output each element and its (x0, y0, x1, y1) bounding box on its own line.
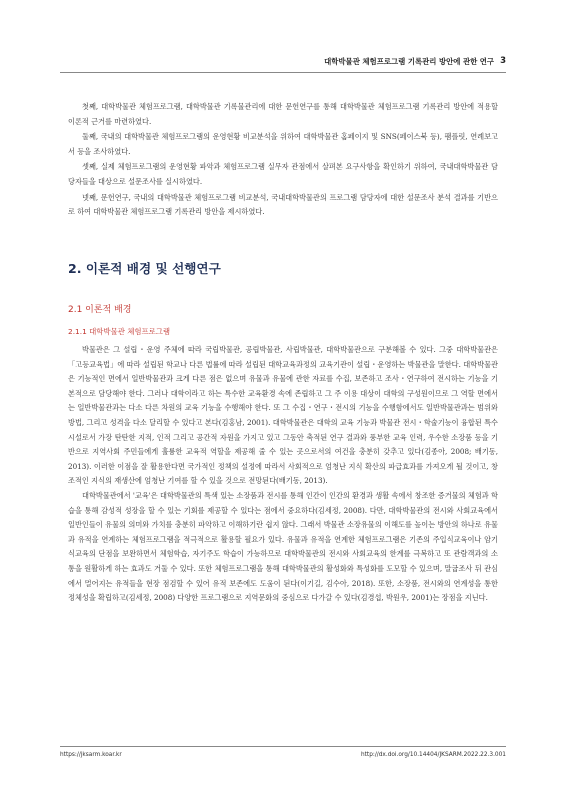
page-footer (60, 752, 506, 758)
header-rule (60, 72, 506, 73)
intro-list (68, 100, 498, 221)
subsubsection-heading: 2.1.1 대학박물관 체험프로그램 (68, 327, 171, 336)
intro-paragraph-3: 셋째, 실제 체험프로그램의 운영현황 파악과 체험프로그램 실무자 관점에서 살펴본 요구사항을 확인하기 위하여, 국내대학박물관 담당자들을 대상으로 설문조사를 실시하였다. (68, 162, 498, 186)
section-body (68, 343, 498, 606)
doi-link[interactable]: http://dx.doi.org/10.14404/JKSARM.2022.22.3.001 (360, 752, 506, 758)
intro-paragraph-2: 둘째, 국내의 대학박물관 체험프로그램의 운영현황 비교분석을 위하여 대학박물관 홈페이지 및 SNS(페이스북 등), 팸플릿, 연례보고서 등을 조사하였다. (68, 132, 498, 156)
journal-url-link[interactable]: https://jksarm.koar.kr (60, 752, 122, 758)
page-number: 3 (500, 56, 506, 66)
body-paragraph-2: 대학박물관에서 '교육'은 대학박물관의 특색 있는 소장품과 전시를 통해 인간이 인간의 환경과 생활 속에서 창조한 증거물의 체험과 학습을 통해 감성적 성장을 할 수 있는 기회를 제공할 수 있다는 점에서 중요하다(김세정, 2008). 다만, 대학박물관의 전시와 사회교육에서 일반인들이 유물의 의미와 가치를 충분히 파악하고 이해하기란 쉽지 않다. 그래서 박물관 소장유물의 이해도를 높이는 방안의 하나로 유물과 유적을 연계하는 체험프로그램을 적극적으로 활용할 필요가 있다. 유물과 유적을 연계한 체험프로그램은 기존의 주입식교육이나 암기식교육의 단점을 보완하면서 체험학습, 자기주도 학습이 가능하므로 대학박물관의 전시와 사회교육의 한계를 극복하고 또 관람객과의 소통을 원활하게 하는 효과도 거둘 수 있다. 또한 체험프로그램을 통해 대학박물관의 활성화와 특성화를 도모할 수 있으며, 말굽조사 뒤 관심에서 멀어지는 유적들을 현장 점검할 수 있어 유적 보존에도 도움이 된다(이기길, 김수아, 2018). 또한, 소장품, 전시와의 연계성을 통한 정체성을 확립하고(김세정, 2008) 다양한 프로그램으로 지역문화의 중심으로 다가갈 수 있다(김경섭, 박원우, 2001)는 장점을 지닌다. (68, 490, 498, 603)
running-title: 대학박물관 체험프로그램 기록관리 방안에 관한 연구 (324, 56, 495, 66)
running-header (60, 54, 506, 68)
section-heading: 2. 이론적 배경 및 선행연구 (68, 261, 221, 276)
body-paragraph-1: 박물관은 그 설립・운영 주체에 따라 국립박물관, 공립박물관, 사립박물관, 대학박물관으로 구분해볼 수 있다. 그중 대학박물관은 「고등교육법」에 따라 설립된 학교나 다른 법률에 따라 설립된 대학교육과정의 교육기관이 설립・운영하는 박물관을 말한다. 대학박물관은 기능적인 면에서 일반박물관과 크게 다른 점은 없으며 유물과 유물에 관한 자료를 수집, 보존하고 조사・연구하여 전시하는 기능을 기본적으로 담당해야 한다. 그러나 대학이라고 하는 특수한 교육환경 속에 존립하고 그 주 이용 대상이 대학의 구성원이므로 그 역할 면에서는 일반박물관과는 다소 다른 차원의 교육 기능을 수행해야 한다. 또 그 수집・연구・전시의 기능을 수행함에서도 일반박물관과는 범위와 방법, 그리고 성격을 다소 달리할 수 있다고 본다(김홍남, 2001). 대학박물관은 대학의 교육 기능과 박물관 전시・학술기능이 융합된 특수시설로서 가장 탄탄한 지적, 인적 그리고 공간적 자원을 가지고 있고 그동안 축적된 연구 결과와 풍부한 교육 인력, 우수한 소장품 등을 기반으로 지역사회 주민들에게 훌륭한 교육적 역할을 제공해 줄 수 있는 곳으로서의 여건을 충분히 갖추고 있다(김종아, 2008; 배기동, 2013). 이러한 이점을 잘 활용한다면 국가적인 정책의 설정에 따라서 사회적으로 엄청난 지식 확산의 파급효과를 가져오게 될 것이고, 창조적인 지식의 재생산에 엄청난 기여를 할 수 있을 것으로 전망된다(배기동, 2013). (68, 345, 498, 486)
intro-paragraph-1: 첫째, 대학박물관 체험프로그램, 대학박물관 기록물관리에 대한 문헌연구를 통해 대학박물관 체험프로그램 기록관리 방안에 적용할 이론적 근거를 마련하였다. (68, 102, 498, 126)
subsection-heading: 2.1 이론적 배경 (68, 305, 132, 315)
intro-paragraph-4: 넷째, 문헌연구, 국내의 대학박물관 체험프로그램 비교분석, 국내대학박물관의 프로그램 담당자에 대한 설문조사 분석 결과를 기반으로 하여 대학박물관 체험프로그램 기록관리 방안을 제시하였다. (68, 192, 498, 217)
footer-rule (60, 746, 506, 747)
